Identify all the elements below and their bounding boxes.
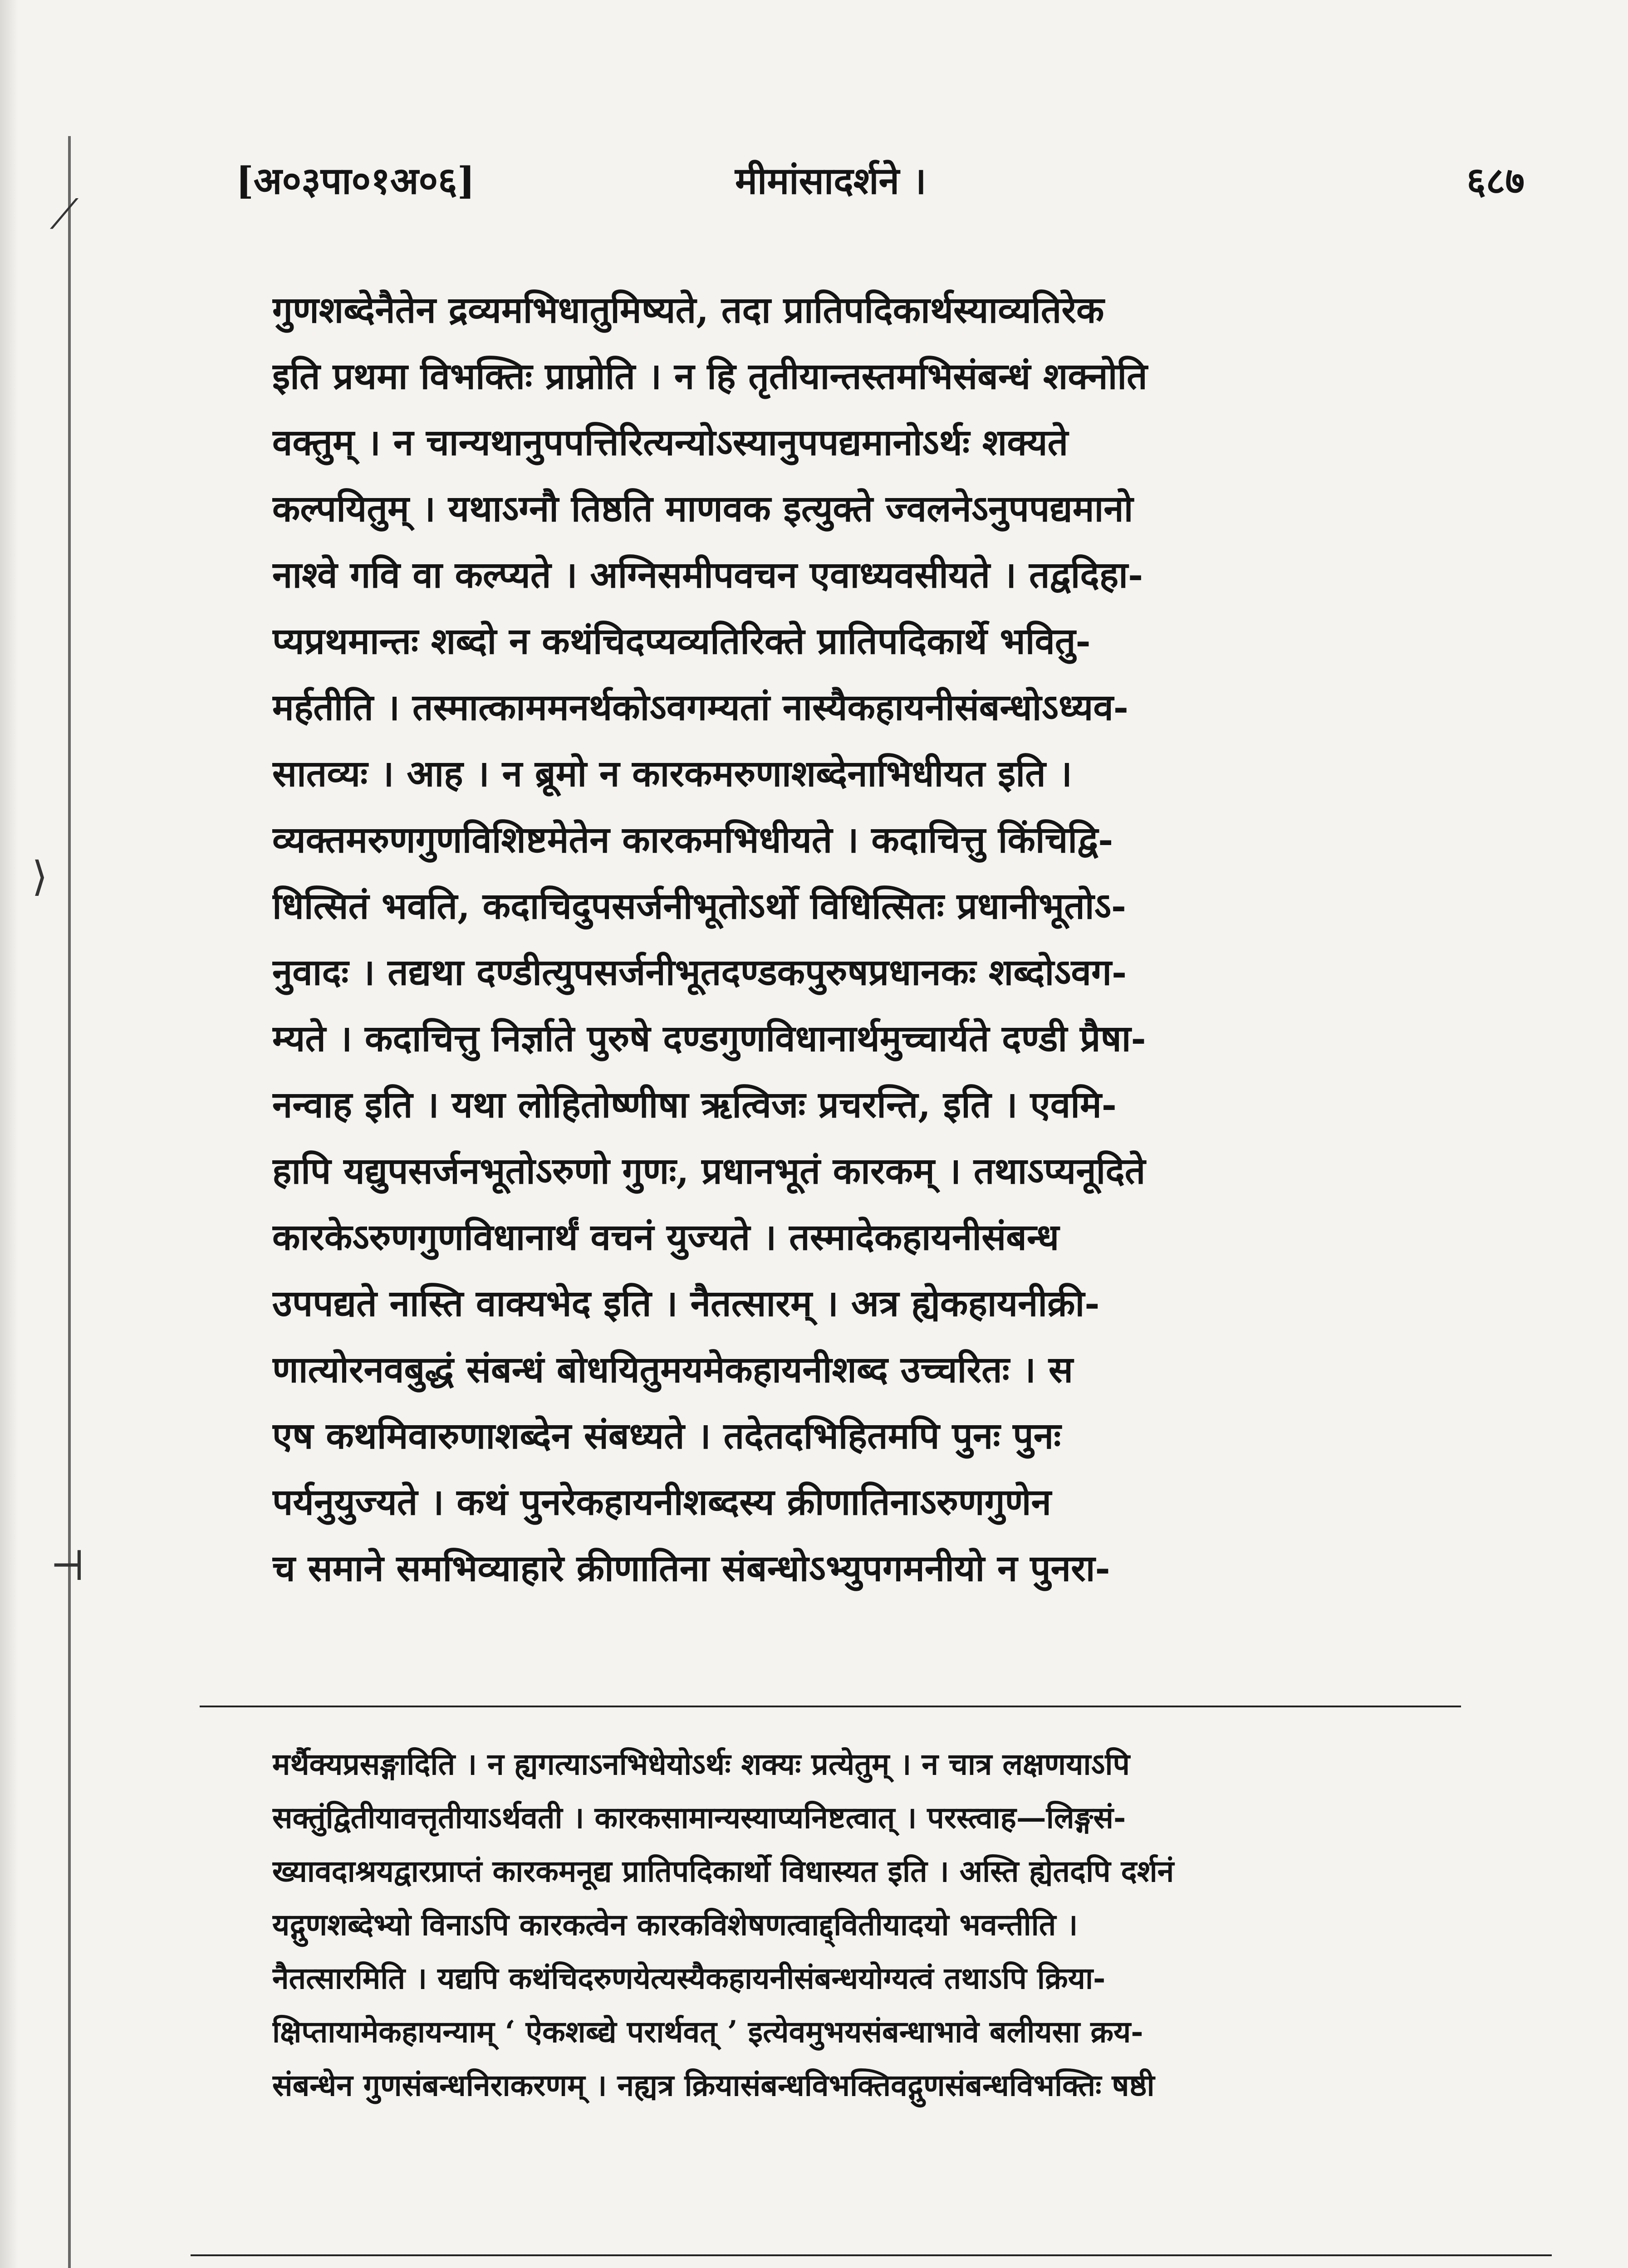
chapter-reference: [अ०३पा०१अ०६] <box>236 159 475 203</box>
text-line: उपपद्यते नास्ति वाक्यभेद इति । नैतत्सारम् । अत्र ह्येकहायनीक्री- <box>272 1282 1100 1325</box>
commentary-line: यद्गुणशब्देभ्यो विनाऽपि कारकत्वेन कारकविशेषणत्वाद्द्वितीयादयो भवन्तीति । <box>272 1907 1078 1942</box>
commentary-line: नैतत्सारमिति । यद्यपि कथंचिदरुणयेत्यस्यैकहायनीसंबन्धयोग्यत्वं तथाऽपि क्रिया- <box>272 1960 1106 1996</box>
commentary-line: सक्तुंद्वितीयावत्तृतीयाऽर्थवती । कारकसामान्यस्याप्यनिष्टत्वात् । परस्त्वाह—लिङ्गसं- <box>272 1800 1126 1835</box>
text-line: म्यते । कदाचित्तु निर्ज्ञाते पुरुषे दण्डगुणविधानार्थमुच्चार्यते दण्डी प्रैषा- <box>272 1017 1146 1060</box>
margin-mark: ⊣ <box>50 1542 85 1590</box>
text-line: वक्तुम् । न चान्यथानुपपत्तिरित्यन्योऽस्यानुपपद्यमानोऽर्थः शक्यते <box>272 421 1069 464</box>
text-line: नाश्वे गवि वा कल्प्यते । अग्निसमीपवचन एवाध्यवसीयते । तद्वदिहा- <box>272 553 1143 596</box>
text-line: सातव्यः । आह । न ब्रूमो न कारकमरुणाशब्देनाभिधीयत इति । <box>272 752 1072 795</box>
page-binding-edge <box>68 136 71 2268</box>
main-text <box>272 277 1506 1601</box>
page-header <box>236 154 1525 218</box>
text-line: प्यप्रथमान्तः शब्दो न कथंचिदप्यव्यतिरिक्ते प्रातिपदिकार्थे भवितु- <box>272 620 1091 662</box>
commentary-line: क्षिप्तायामेकहायन्याम् ‘ ऐकशब्द्ये परार्थवत् ’ इत्येवमुभयसंबन्धाभावे बलीयसा क्रय- <box>272 2014 1143 2049</box>
page-shadow <box>0 0 18 2268</box>
text-line: धित्सितं भवति, कदाचिदुपसर्जनीभूतोऽर्थो विधित्सितः प्रधानीभूतोऽ- <box>272 885 1127 927</box>
text-line: णात्योरनवबुद्धं संबन्धं बोधयितुमयमेकहायनीशब्द उच्चरितः । स <box>272 1348 1073 1391</box>
page-title: मीमांसादर्शने । <box>735 159 927 203</box>
footnote-divider <box>191 2254 1552 2256</box>
page-number: ६८७ <box>1466 159 1525 203</box>
text-line: नन्वाह इति । यथा लोहितोष्णीषा ऋत्विजः प्रचरन्ति, इति । एवमि- <box>272 1083 1117 1126</box>
commentary-line: ख्यावदाश्रयद्वारप्राप्तं कारकमनूद्य प्रातिपदिकार्थो विधास्यत इति । अस्ति ह्येतदपि दर्शनं <box>272 1853 1174 1889</box>
text-line: नुवादः । तद्यथा दण्डीत्युपसर्जनीभूतदण्डकपुरुषप्रधानकः शब्दोऽवग- <box>272 951 1127 993</box>
commentary-divider <box>200 1706 1461 1707</box>
text-line: कल्पयितुम् । यथाऽग्नौ तिष्ठति माणवक इत्युक्ते ज्वलनेऽनुपपद्यमानो <box>272 487 1133 530</box>
text-line: गुणशब्देनैतेन द्रव्यमभिधातुमिष्यते, तदा प्रातिपदिकार्थस्याव्यतिरेक <box>272 288 1104 331</box>
text-line: हापि यद्युपसर्जनभूतोऽरुणो गुणः, प्रधानभूतं कारकम् । तथाऽप्यनूदिते <box>272 1149 1146 1192</box>
commentary-line: संबन्धेन गुणसंबन्धनिराकरणम् । नह्यत्र क्रियासंबन्धविभक्तिवद्गुणसंबन्धविभक्तिः षष्ठी <box>272 2068 1155 2103</box>
text-line: मर्हतीति । तस्मात्काममनर्थकोऽवगम्यतां नास्यैकहायनीसंबन्धोऽध्यव- <box>272 686 1128 728</box>
margin-mark: ⟋ <box>50 191 78 238</box>
margin-mark: ⟩ <box>32 853 48 900</box>
text-line: व्यक्तमरुणगुणविशिष्टमेतेन कारकमभिधीयते । कदाचित्तु किंचिद्वि- <box>272 818 1113 861</box>
text-line: पर्यनुयुज्यते । कथं पुनरेकहायनीशब्दस्य क्रीणातिनाऽरुणगुणेन <box>272 1481 1051 1523</box>
text-line: च समाने समभिव्याहारे क्रीणातिना संबन्धोऽभ्युपगमनीयो न पुनरा- <box>272 1547 1110 1589</box>
commentary-line: मर्थैक्यप्रसङ्गादिति । न ह्यगत्याऽनभिधेयोऽर्थः शक्यः प्रत्येतुम् । न चात्र लक्षणयाऽपि <box>272 1746 1130 1782</box>
text-line: इति प्रथमा विभक्तिः प्राप्नोति । न हि तृतीयान्तस्तमभिसंबन्धं शक्नोति <box>272 355 1147 397</box>
text-line: कारकेऽरुणगुणविधानार्थं वचनं युज्यते । तस्मादेकहायनीसंबन्ध <box>272 1216 1059 1258</box>
text-line: एष कथमिवारुणाशब्देन संबध्यते । तदेतदभिहितमपि पुनः पुनः <box>272 1414 1061 1457</box>
commentary-text <box>272 1737 1506 2112</box>
